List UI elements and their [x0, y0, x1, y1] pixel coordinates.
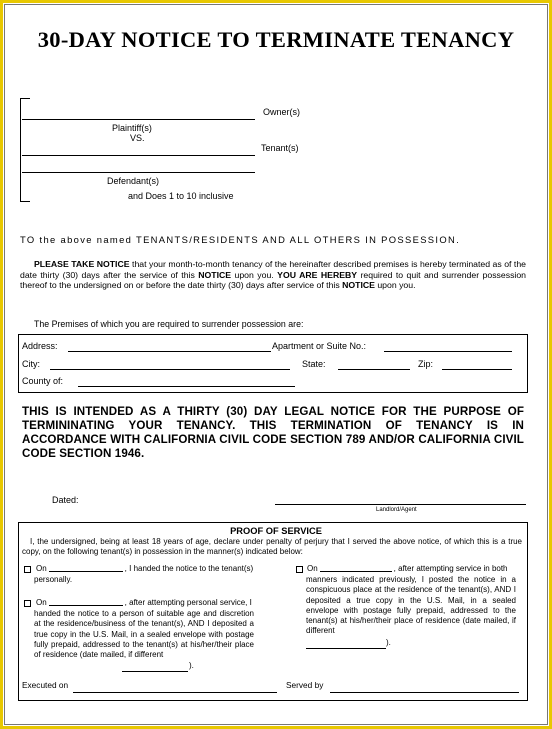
address-field[interactable]: [68, 351, 271, 352]
defendant-label: Defendant(s): [107, 176, 160, 186]
posting-service-date-field[interactable]: [320, 571, 392, 572]
personal-service-date-field[interactable]: [49, 571, 123, 572]
caption-left-rule: [20, 98, 21, 202]
tenant-label: Tenant(s): [261, 143, 299, 153]
plaintiff-label: Plaintiff(s): [112, 123, 152, 133]
posting-service-checkbox[interactable]: [296, 566, 303, 573]
address-label: Address:: [22, 341, 58, 351]
vs-label: VS.: [130, 133, 145, 143]
defendant-line[interactable]: [22, 172, 255, 173]
executed-label: Executed on: [22, 680, 69, 690]
personal-service-checkbox[interactable]: [24, 566, 31, 573]
document-title: 30-DAY NOTICE TO TERMINATE TENANCY: [37, 27, 515, 52]
dated-label: Dated:: [52, 495, 79, 505]
premises-intro: The Premises of which you are required to surrender possession are:: [34, 319, 304, 329]
tenant-line[interactable]: [22, 155, 255, 156]
substituted-service-text: handed the notice to a person of suitable age and discretion at the residence/business of the tenant(s), AND I deposited a true copy in the U.S. Mail, in a sealed envelope with postage fully prepaid, addressed to the tenant(s) at his/her/their place of residence (date mailed, if different: [34, 609, 254, 660]
apt-label: Apartment or Suite No.:: [272, 341, 367, 351]
state-label: State:: [302, 359, 326, 369]
substituted-service-date-field[interactable]: [49, 605, 123, 606]
landlord-label: Landlord/Agent: [376, 507, 417, 513]
posting-mail-date-field[interactable]: [306, 648, 386, 649]
notice-paragraph: PLEASE TAKE NOTICE that your month-to-month tenancy of the hereinafter described premises is hereby terminated as of the date thirty (30) days after the service of this NOTICE upon you. YOU ARE HEREBY required to quit and surrender possession thereof to the undersigned on or before the date thirty (30) days after service of this NOTICE upon you.: [20, 259, 526, 290]
posting-service-text: manners indicated previously, I posted the notice in a conspicuous place at the residence of the tenant(s), AND I deposited a true copy in the U.S. Mail, in a sealed envelope with postage fully prepaid, addressed to the tenant(s) at his/her/their place of residence (date mailed, if different: [306, 575, 516, 636]
landlord-signature-line[interactable]: [275, 504, 526, 505]
proof-heading: PROOF OF SERVICE: [230, 526, 322, 536]
executed-date-field[interactable]: [73, 692, 277, 693]
owner-line[interactable]: [22, 119, 255, 120]
zip-field[interactable]: [442, 369, 512, 370]
city-label: City:: [22, 359, 40, 369]
owner-label: Owner(s): [263, 107, 301, 117]
proof-intro: I, the undersigned, being at least 18 years of age, declare under penalty of perjury that I served the above notice, of which this is a true copy, on the following tenant(s) in possession in the manner(s) indicated below:: [22, 537, 522, 557]
substituted-service-checkbox[interactable]: [24, 600, 31, 607]
city-field[interactable]: [50, 369, 290, 370]
addressee-line: TO the above named TENANTS/RESIDENTS AND ALL OTHERS IN POSSESSION.: [20, 234, 461, 245]
served-by-label: Served by: [286, 680, 324, 690]
does-label: and Does 1 to 10 inclusive: [128, 191, 234, 201]
apt-field[interactable]: [384, 351, 512, 352]
state-field[interactable]: [338, 369, 410, 370]
served-by-field[interactable]: [330, 692, 519, 693]
county-field[interactable]: [78, 386, 295, 387]
notice-lead: PLEASE TAKE NOTICE: [34, 259, 130, 269]
legal-notice: THIS IS INTENDED AS A THIRTY (30) DAY LEGAL NOTICE FOR THE PURPOSE OF TERMININATING YOUR TENANCY. THIS TERMINATION OF TENANCY IS IN ACCORDANCE WITH CALIFORNIA CIVIL CODE SECTION 789 AND/OR CALIFORNIA CIVIL CODE SECTION 1946.: [22, 405, 524, 460]
county-label: County of:: [22, 376, 64, 386]
substituted-mail-date-field[interactable]: [122, 671, 188, 672]
zip-label: Zip:: [418, 359, 434, 369]
